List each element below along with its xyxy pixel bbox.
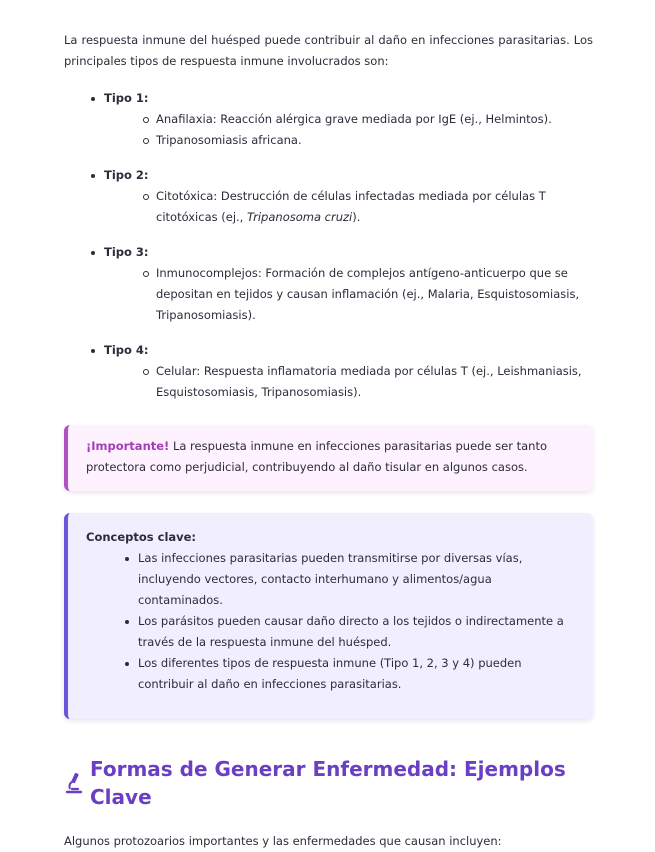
important-label: ¡Importante! (86, 439, 170, 453)
type-title: Tipo 3: (104, 245, 149, 259)
type-title: Tipo 4: (104, 343, 149, 357)
list-item: Tripanosomiasis africana. (156, 130, 593, 151)
list-item: Los parásitos pueden causar daño directo a los tejidos o indirectamente a través de la respuesta inmune del huésped. (138, 611, 577, 653)
type-3-sublist (104, 263, 593, 326)
list-item: Anafilaxia: Reacción alérgica grave mediada por IgE (ej., Helmintos). (156, 109, 593, 130)
list-item (156, 186, 593, 228)
list-item: Inmunocomplejos: Formación de complejos antígeno-anticuerpo que se depositan en tejidos y causan inflamación (ej., Malaria, Esquistosomiasis, Tripanosomiasis). (156, 263, 593, 326)
type-4-sublist (104, 361, 593, 403)
type-3-item (104, 242, 593, 326)
key-concepts-list (86, 548, 577, 695)
section-heading (64, 755, 593, 811)
type-2-sublist (104, 186, 593, 228)
key-concepts-callout (64, 513, 593, 719)
important-callout (64, 425, 593, 491)
list-item: Las infecciones parasitarias pueden transmitirse por diversas vías, incluyendo vectores, contacto interhumano y alimentos/agua contaminados. (138, 548, 577, 611)
type-title: Tipo 2: (104, 168, 149, 182)
list-item: Los diferentes tipos de respuesta inmune (Tipo 1, 2, 3 y 4) pueden contribuir al daño en infecciones parasitarias. (138, 653, 577, 695)
intro-paragraph: La respuesta inmune del huésped puede contribuir al daño en infecciones parasitarias. Los principales tipos de respuesta inmune involucrados son: (64, 33, 593, 68)
type-2-item (104, 165, 593, 228)
italic-species: Tripanosoma cruzi (247, 210, 353, 224)
section-title: Formas de Generar Enfermedad: Ejemplos Clave (90, 757, 566, 809)
immune-types-list (64, 88, 593, 403)
item-text: ). (352, 210, 361, 224)
microscope-icon (64, 772, 84, 794)
item-text: Citotóxica: Destrucción de células infectadas mediada por células T citotóxicas (ej., (156, 189, 546, 224)
list-item: Celular: Respuesta inflamatoria mediada por células T (ej., Leishmaniasis, Esquistosomiasis, Tripanosomiasis). (156, 361, 593, 403)
type-4-item (104, 340, 593, 403)
type-1-item (104, 88, 593, 151)
outro-paragraph: Algunos protozoarios importantes y las enfermedades que causan incluyen: (64, 834, 502, 848)
key-concepts-title: Conceptos clave: (86, 530, 197, 544)
important-text: La respuesta inmune en infecciones parasitarias puede ser tanto protectora como perjudicial, contribuyendo al daño tisular en algunos casos. (86, 439, 547, 474)
type-1-sublist (104, 109, 593, 151)
type-title: Tipo 1: (104, 91, 149, 105)
